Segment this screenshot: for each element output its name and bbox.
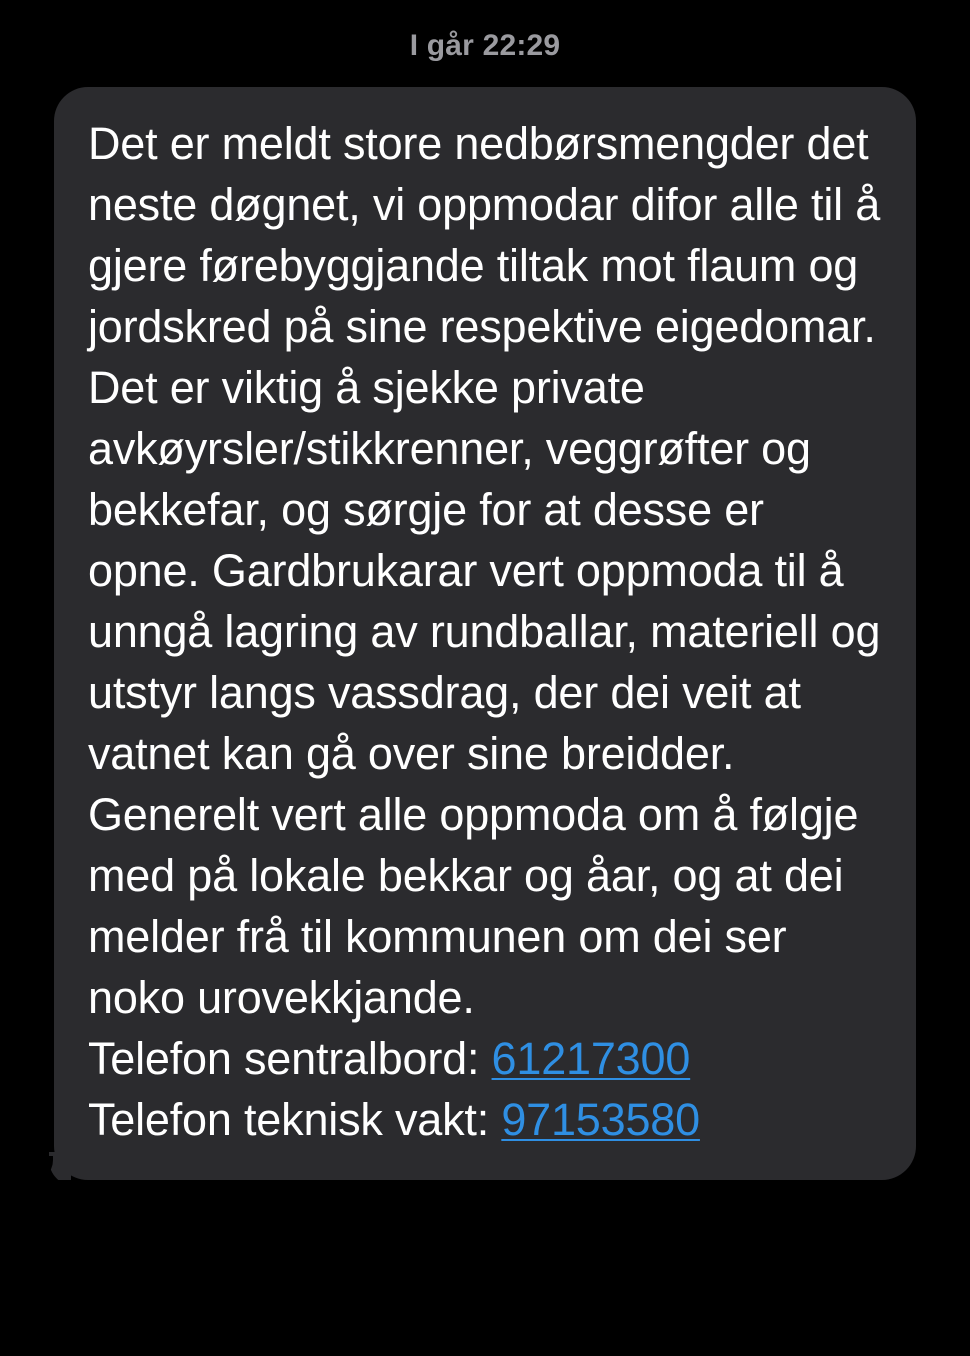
bubble-tail-icon <box>41 1146 71 1180</box>
contact-label-sentralbord: Telefon sentralbord: <box>88 1033 492 1084</box>
contact-label-teknisk-vakt: Telefon teknisk vakt: <box>88 1094 502 1145</box>
phone-link-teknisk-vakt[interactable]: 97153580 <box>501 1094 700 1145</box>
message-body-text: Det er meldt store nedbørsmengder det neste døgnet, vi oppmodar difor alle til å gjere førebyggjande tiltak mot flaum og jordskred på sine respektive eigedomar. Det er viktig å sjekke private avkøyrsler/stikkrenner, veggrøfter og bekkefar, og sørgje for at desse er opne. Gardbrukarar vert oppmoda til å unngå lagring av rundballar, materiell og utstyr langs vassdrag, der dei veit at vatnet kan gå over sine breidder. Generelt vert alle oppmoda om å følgje med på lokale bekkar og åar, og at dei melder frå til kommunen om dei ser noko urovekkjande. <box>88 118 893 1023</box>
contact-line-sentralbord <box>88 1028 886 1089</box>
message-row <box>0 87 970 1180</box>
message-bubble-incoming[interactable] <box>54 87 916 1180</box>
message-timestamp: I går 22:29 <box>409 29 561 62</box>
phone-link-sentralbord[interactable]: 61217300 <box>491 1033 691 1084</box>
contact-line-teknisk-vakt <box>88 1089 886 1150</box>
